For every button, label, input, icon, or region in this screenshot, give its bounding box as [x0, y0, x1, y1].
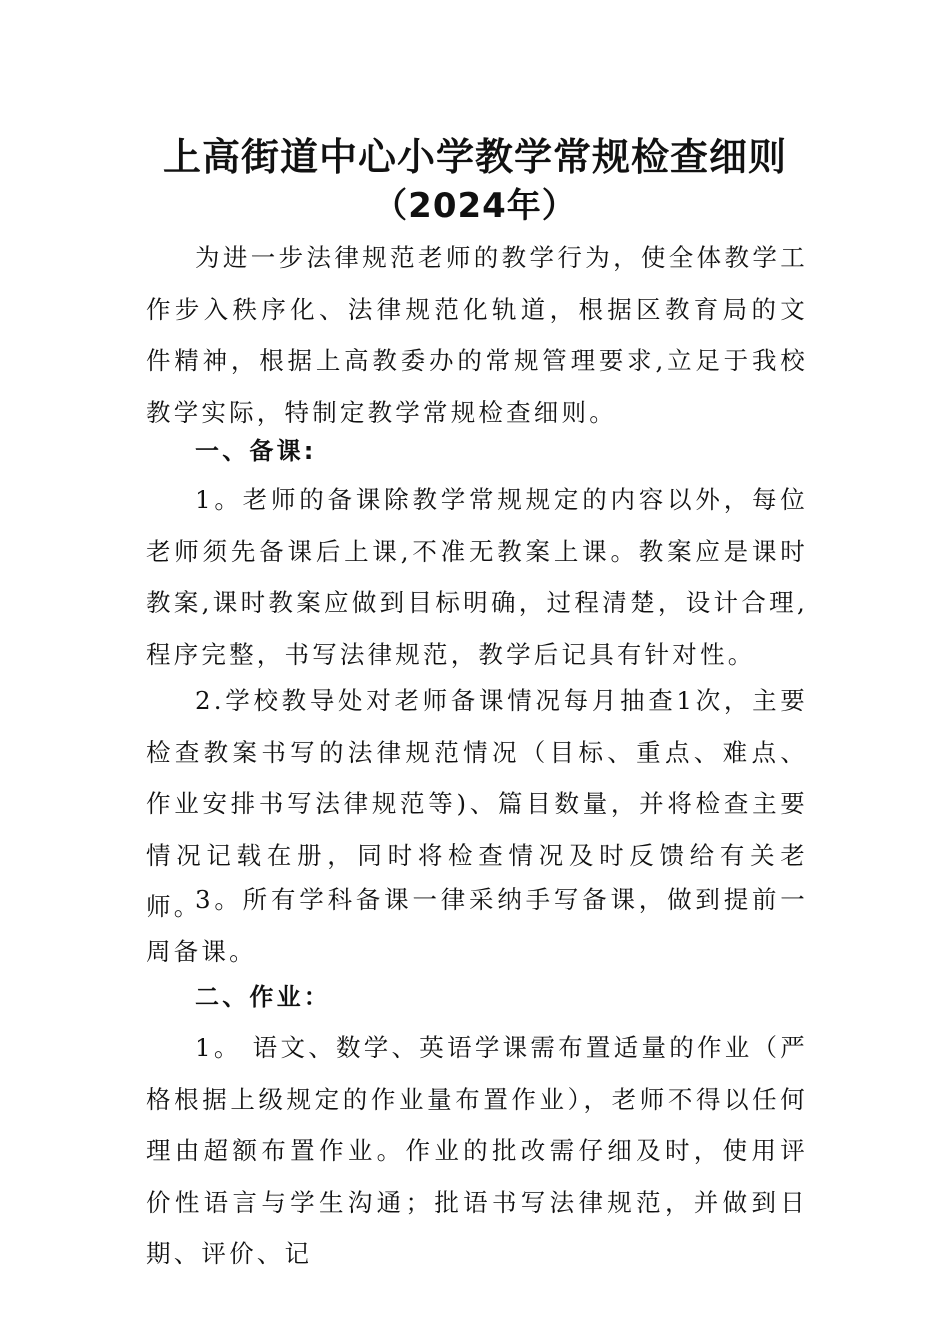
section-1-item-3-block — [146, 874, 808, 977]
section-1-item-1: 1。老师的备课除教学常规规定的内容以外，每位老师须先备课后上课,不准无教案上课。教案应是课时教案,课时教案应做到目标明确，过程清楚，设计合理,程序完整，书写法律规范，教学后记具有针对性。 — [146, 485, 808, 669]
section-1-item-1-block — [146, 474, 808, 680]
section-2-item-1-block — [146, 1022, 808, 1280]
section-1 — [146, 426, 808, 478]
document-subtitle: （2024年） — [373, 186, 577, 226]
section-heading-lesson-prep: 一、备课: — [195, 437, 317, 465]
document-title: 上高街道中心小学教学常规检查细则 — [162, 135, 787, 179]
section-1-item-2: 2.学校教导处对老师备课情况每月抽查1次，主要检查教案书写的法律规范情况（目标、重点、难点、作业安排书写法律规范等)、篇目数量，并将检查主要情况记载在册，同时将检查情况及时反馈给有关老师。 — [146, 686, 808, 921]
section-2 — [146, 972, 808, 1024]
section-heading-homework: 二、作业： — [195, 983, 331, 1011]
section-2-item-1: 1。 语文、数学、英语学课需布置适量的作业（严格根据上级规定的作业量布置作业），老师不得以任何理由超额布置作业。作业的批改需仔细及时，使用评价性语言与学生沟通；批语书写法律规范，并做到日期、评价、记 — [146, 1033, 808, 1268]
intro-paragraph: 为进一步法律规范老师的教学行为，使全体教学工作步入秩序化、法律规范化轨道，根据区教育局的文件精神，根据上高教委办的常规管理要求,立足于我校教学实际，特制定教学常规检查细则。 — [146, 243, 808, 427]
intro-block — [146, 232, 808, 438]
section-1-item-3: 3。所有学科备课一律采纳手写备课，做到提前一周备课。 — [146, 885, 808, 966]
